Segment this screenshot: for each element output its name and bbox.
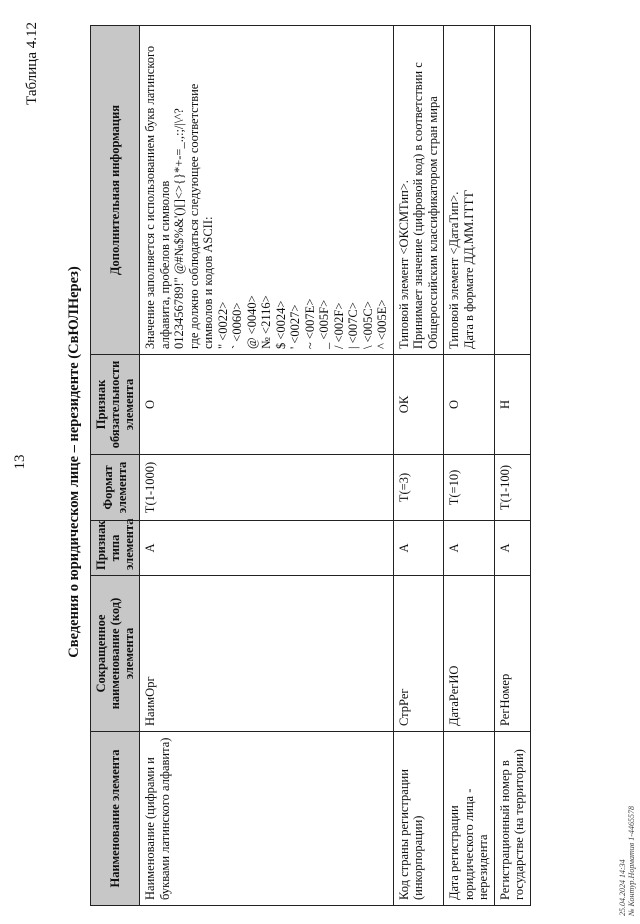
stamp-date: 25.04.2024 14:34 xyxy=(618,859,627,916)
info-line: Типовой элемент <ДатаТип>. xyxy=(447,191,461,349)
info-line: ' <0027> xyxy=(288,304,302,349)
table-row xyxy=(494,26,530,906)
cell-element-format: T(1-100) xyxy=(494,455,530,521)
page-number: 13 xyxy=(12,454,28,470)
info-line: / <002F> xyxy=(331,302,346,349)
header-element-format: Формат элемента xyxy=(91,455,140,521)
header-element-name: Наименование элемента xyxy=(91,732,140,906)
info-line: Принимает значение (цифровой код) в соответствии с Общероссийским классификатором стран мира xyxy=(411,62,440,349)
cell-element-format: T(1-1000) xyxy=(140,455,394,521)
info-line: где должно соблюдаться следующее соответствие символов и кодов ASCII: xyxy=(186,83,215,349)
info-line: Дата в формате ДД.ММ.ГГГГ xyxy=(461,189,476,349)
table-title: Сведения о юридическом лице – нерезиденте (СвЮЛНерез) xyxy=(66,266,82,658)
cell-element-code: НаимОрг xyxy=(140,576,394,732)
cell-element-type: А xyxy=(444,521,495,576)
header-element-code: Сокращенное наименование (код) элемента xyxy=(91,576,140,732)
table-body xyxy=(140,26,531,906)
info-line: ` <0060> xyxy=(230,302,244,349)
table-row xyxy=(393,26,444,906)
info-line: Типовой элемент <ОКСМТип>. xyxy=(396,180,411,349)
cell-element-type: А xyxy=(494,521,530,576)
cell-element-type: А xyxy=(393,521,444,576)
info-line: № <2116> xyxy=(259,295,273,349)
document-stamp xyxy=(618,806,636,916)
header-element-required: Признак обязательности элемента xyxy=(91,355,140,455)
header-additional-info: Дополнительная информация xyxy=(91,26,140,355)
info-line: ^ <005E> xyxy=(375,299,389,349)
cell-additional-info xyxy=(140,26,394,355)
cell-additional-info xyxy=(444,26,495,355)
info-line: $ <0024> xyxy=(273,300,288,349)
cell-element-required: ОК xyxy=(393,355,444,455)
table-row xyxy=(140,26,394,906)
cell-element-code: ДатаРегИО xyxy=(444,576,495,732)
cell-element-code: РегНомер xyxy=(494,576,530,732)
cell-element-format: T(=3) xyxy=(393,455,444,521)
stamp-id: № Контур.Норматив 1-4465578 xyxy=(627,806,636,916)
table-row xyxy=(444,26,495,906)
cell-additional-info xyxy=(494,26,530,355)
table-header xyxy=(91,26,140,906)
cell-element-name: Дата регистрации юридического лица - нерезидента xyxy=(444,732,495,906)
cell-element-type: А xyxy=(140,521,394,576)
cell-element-format: T(=10) xyxy=(444,455,495,521)
info-line: " <0022> xyxy=(215,301,230,349)
cell-element-name: Наименование (цифрами и буквами латинского алфавита) xyxy=(140,732,394,906)
table-label: Таблица 4.12 xyxy=(24,22,40,105)
cell-element-code: СтрРег xyxy=(393,576,444,732)
cell-element-required: О xyxy=(140,355,394,455)
info-line: \ <005C> xyxy=(360,301,375,349)
info-line: Значение заполняется с использованием букв латинского алфавита, пробелов и символов xyxy=(143,45,172,349)
info-line: _ <005F> xyxy=(317,299,331,349)
cell-element-required: Н xyxy=(494,355,530,455)
cell-element-required: О xyxy=(444,355,495,455)
info-line: 0123456789!" @#№$%&'()[]<>{}*+-=_.,:;/|\^? xyxy=(172,108,186,349)
header-row xyxy=(91,26,140,906)
info-line: ~ <007E> xyxy=(302,298,317,349)
spec-table xyxy=(90,25,531,906)
header-element-type: Признак типа элемента xyxy=(91,521,140,576)
cell-element-name: Код страны регистрации (инкорпорации) xyxy=(393,732,444,906)
cell-element-name: Регистрационный номер в государстве (на территории) xyxy=(494,732,530,906)
cell-additional-info xyxy=(393,26,444,355)
info-line: | <007C> xyxy=(346,302,360,349)
info-line: @ <0040> xyxy=(244,295,259,349)
